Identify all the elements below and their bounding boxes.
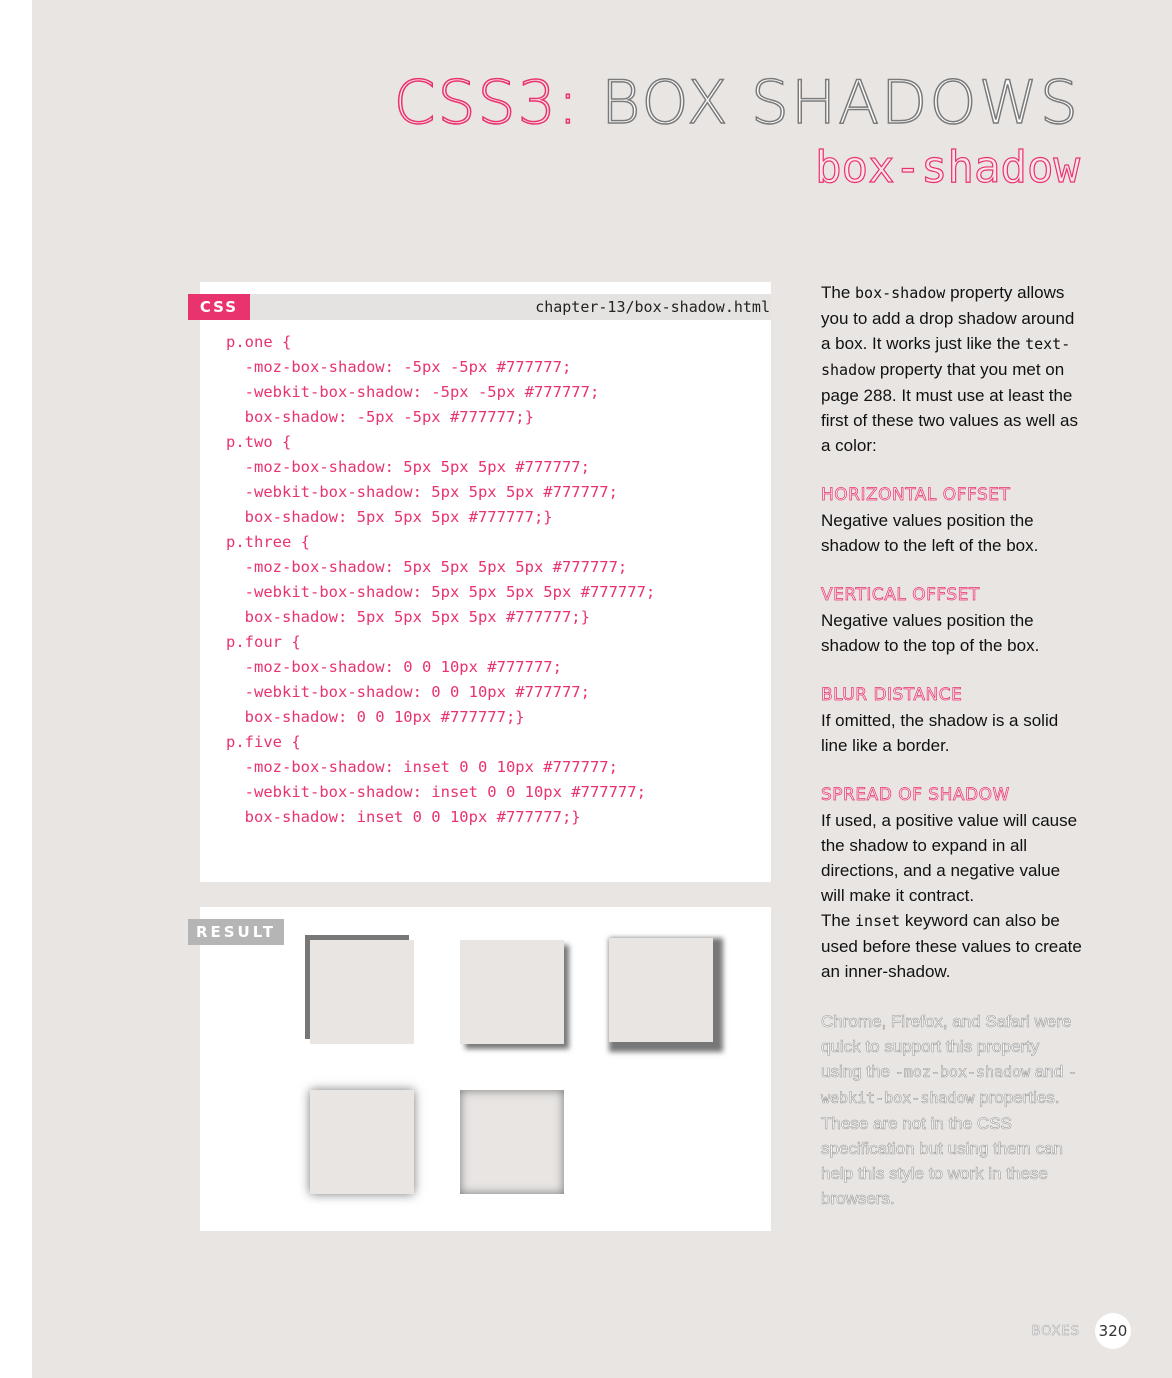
page (32, 0, 1172, 1378)
browser-note (821, 1009, 1083, 1211)
file-name: chapter-13/box-shadow.html (535, 298, 770, 316)
intro-text: The (821, 283, 856, 302)
code-line: box-shadow: 5px 5px 5px #777777;} (226, 508, 553, 526)
intro-text: property allows you to add a drop shadow around a box. It works just like the (821, 283, 1075, 353)
page-title (394, 68, 1080, 138)
shadow-demo-four (310, 1090, 414, 1194)
code-line: p.four { (226, 633, 301, 651)
item-text: Negative values position the shadow to the left of the box. (821, 511, 1039, 555)
note-text: properties. These are not in the CSS specification but using them can help this style to work in these browsers. (821, 1088, 1063, 1208)
page-number: 320 (1095, 1313, 1131, 1349)
title-main: BOX SHADOWS (580, 68, 1080, 138)
intro-code: box-shadow (855, 284, 946, 302)
code-line: -moz-box-shadow: 0 0 10px #777777; (226, 658, 562, 676)
page-subtitle: box-shadow (815, 142, 1080, 193)
code-line: box-shadow: -5px -5px #777777;} (226, 408, 534, 426)
shadow-demo-five (460, 1090, 564, 1194)
inset-text: The (821, 911, 856, 930)
intro-paragraph (821, 280, 1083, 458)
code-line: -webkit-box-shadow: -5px -5px #777777; (226, 383, 600, 401)
item-text: If used, a positive value will cause the shadow to expand in all directions, and a negative value will make it contract. (821, 811, 1078, 905)
sidebar-text (821, 280, 1083, 1211)
intro-text: property that you met on page 288. It must use at least the first of these two values as well as a color: (821, 360, 1079, 455)
code-line: box-shadow: inset 0 0 10px #777777;} (226, 808, 581, 826)
item-heading: SPREAD OF SHADOW (821, 785, 1010, 805)
item-text: If omitted, the shadow is a solid line like a border. (821, 711, 1059, 755)
note-text: Chrome, Firefox, and Safari were quick to support this property using the (821, 1012, 1072, 1081)
intro-code: text-shadow (821, 335, 1071, 379)
code-line: p.three { (226, 533, 310, 551)
code-line: box-shadow: 5px 5px 5px 5px #777777;} (226, 608, 590, 626)
code-line: -moz-box-shadow: inset 0 0 10px #777777; (226, 758, 618, 776)
code-line: p.one { (226, 333, 292, 351)
shadow-demo-two (460, 940, 564, 1044)
item-heading: BLUR DISTANCE (821, 685, 963, 705)
note-code: -webkit-box-shadow (821, 1063, 1078, 1107)
item-heading: HORIZONTAL OFFSET (821, 485, 1011, 505)
item-heading: VERTICAL OFFSET (821, 585, 980, 605)
code-line: -moz-box-shadow: 5px 5px 5px 5px #777777; (226, 558, 628, 576)
code-line: -webkit-box-shadow: 0 0 10px #777777; (226, 683, 590, 701)
code-line: -moz-box-shadow: -5px -5px #777777; (226, 358, 572, 376)
code-line: -webkit-box-shadow: 5px 5px 5px 5px #777777; (226, 583, 656, 601)
inset-paragraph (821, 908, 1083, 984)
code-listing (226, 330, 655, 830)
note-text: and (1030, 1062, 1069, 1081)
shadow-demo-three (609, 938, 713, 1042)
inset-code: inset (855, 912, 901, 930)
section-label: BOXES (1031, 1324, 1080, 1339)
shadow-demo-one (310, 940, 414, 1044)
code-line: -webkit-box-shadow: 5px 5px 5px #777777; (226, 483, 618, 501)
code-line: box-shadow: 0 0 10px #777777;} (226, 708, 525, 726)
result-tag: RESULT (188, 919, 284, 945)
code-line: -moz-box-shadow: 5px 5px 5px #777777; (226, 458, 590, 476)
css-tag: CSS (188, 294, 250, 320)
note-code: -moz-box-shadow (894, 1063, 1031, 1081)
code-line: p.two { (226, 433, 292, 451)
code-line: p.five { (226, 733, 301, 751)
code-line: -webkit-box-shadow: inset 0 0 10px #777777; (226, 783, 646, 801)
title-prefix: CSS3: (393, 68, 581, 138)
item-text: Negative values position the shadow to the top of the box. (821, 611, 1040, 655)
inset-text: keyword can also be used before these values to create an inner-shadow. (821, 911, 1082, 981)
